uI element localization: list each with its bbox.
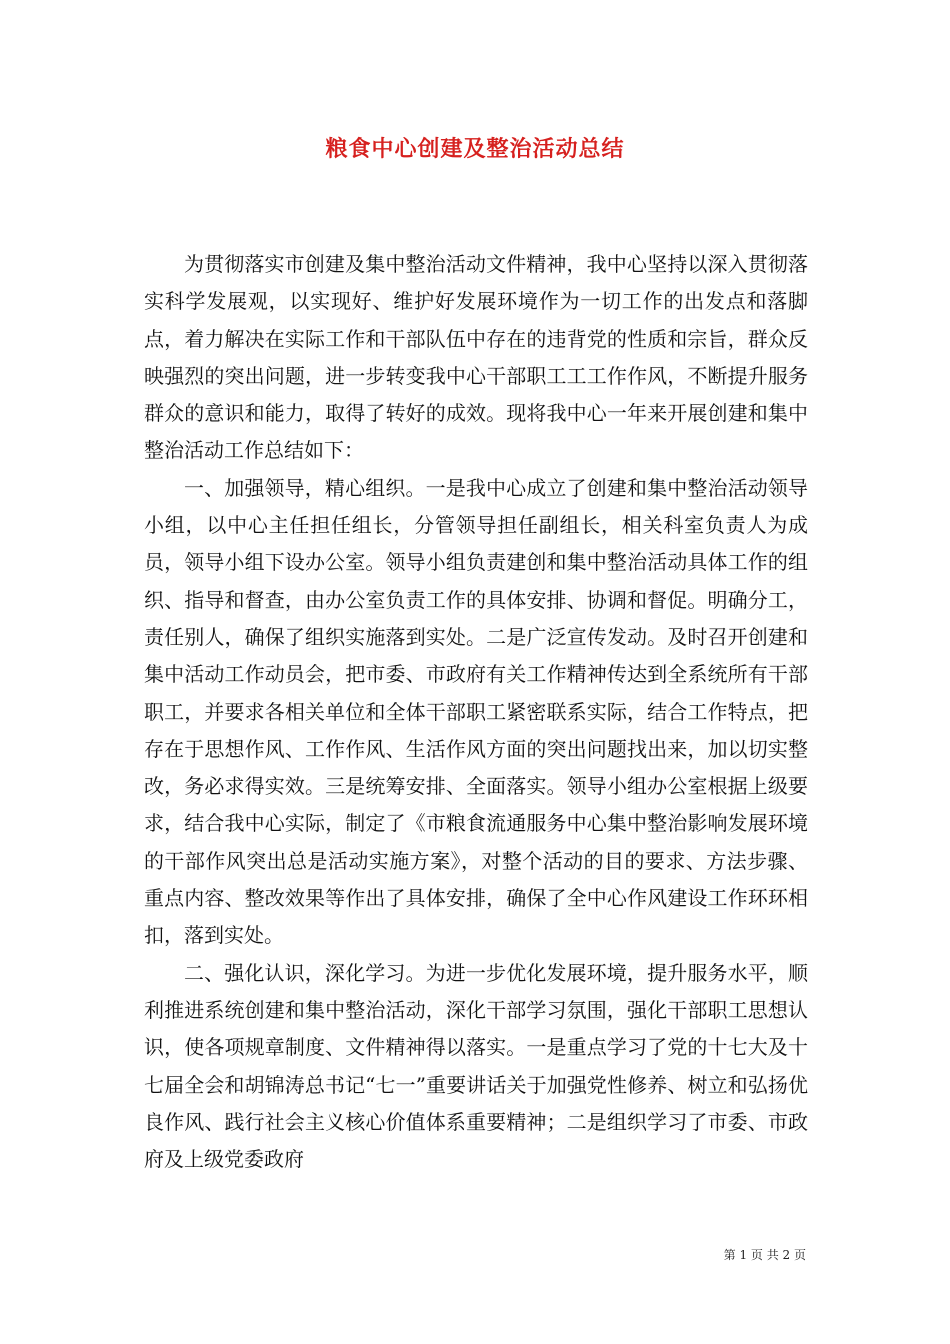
- page-number-footer: 第 1 页 共 2 页: [723, 1248, 806, 1262]
- paragraph-section-1: 一、加强领导，精心组织。一是我中心成立了创建和集中整治活动领导小组，以中心主任担任组长，分管领导担任副组长，相关科室负责人为成员，领导小组下设办公室。领导小组负责建创和集中整治活动具体工作的组织、指导和督查，由办公室负责工作的具体安排、协调和督促。明确分工，责任别人，确保了组织实施落到实处。二是广泛宣传发动。及时召开创建和集中活动工作动员会，把市委、市政府有关工作精神传达到全系统所有干部职工，并要求各相关单位和全体干部职工紧密联系实际，结合工作特点，把存在于思想作风、工作作风、生活作风方面的突出问题找出来，加以切实整改，务必求得实效。三是统筹安排、全面落实。领导小组办公室根据上级要求，结合我中心实际，制定了《市粮食流通服务中心集中整治影响发展环境的干部作风突出总是活动实施方案》，对整个活动的目的要求、方法步骤、重点内容、整改效果等作出了具体安排，确保了全中心作风建设工作环环相扣，落到实处。: [144, 475, 808, 948]
- document-body: [144, 246, 808, 1178]
- page-title: 粮食中心创建及整治活动总结: [325, 137, 625, 162]
- paragraph-intro: 为贯彻落实市创建及集中整治活动文件精神，我中心坚持以深入贯彻落实科学发展观，以实现好、维护好发展环境作为一切工作的出发点和落脚点，着力解决在实际工作和干部队伍中存在的违背党的性质和宗旨，群众反映强烈的突出问题，进一步转变我中心干部职工工工作作风，不断提升服务群众的意识和能力，取得了转好的成效。现将我中心一年来开展创建和集中整治活动工作总结如下：: [144, 252, 808, 463]
- paragraph-section-2: 二、强化认识，深化学习。为进一步优化发展环境，提升服务水平，顺利推进系统创建和集中整治活动，深化干部学习氛围，强化干部职工思想认识，使各项规章制度、文件精神得以落实。一是重点学习了党的十七大及十七届全会和胡锦涛总书记“七一”重要讲话关于加强党性修养、树立和弘扬优良作风、践行社会主义核心价值体系重要精神；二是组织学习了市委、市政府及上级党委政府: [144, 960, 808, 1172]
